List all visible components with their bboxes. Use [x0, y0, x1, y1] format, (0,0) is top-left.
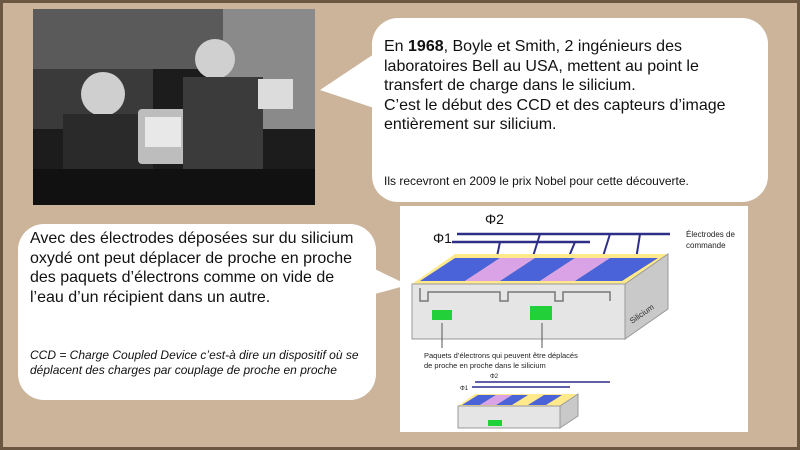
callout-top: [372, 18, 768, 202]
callout-top-line1-post: , Boyle et Smith, 2 ingénieurs des laboratoires Bell au USA, mettent au point le transfert de charge dans le silicium.: [384, 38, 699, 95]
callout-top-note: Ils recevront en 2009 le prix Nobel pour cette découverte.: [384, 174, 689, 188]
ccd-diagram-svg: [400, 206, 748, 432]
callout-bottom: [18, 224, 376, 400]
diagram-electrodes-label-1: Électrodes de: [686, 230, 735, 239]
callout-top-text: [384, 37, 760, 135]
callout-bottom-text: Avec des électrodes déposées sur du silicium oxydé ont peut déplacer de proche en proche des paquets d’électrons comme on vide de l’eau d’un récipient dans un autre.: [30, 230, 354, 306]
diagram-phi2: Φ2: [485, 211, 504, 227]
callout-bottom-note: CCD = Charge Coupled Device c’est-à dire un dispositif où se déplacent des charges par couplage de proche en proche: [30, 348, 359, 377]
callout-top-line1-pre: En: [384, 38, 409, 55]
diagram-silicon-label: Silicium: [627, 302, 656, 326]
historic-photo: [33, 9, 315, 205]
diagram-packets-label-2: de proche en proche dans le silicium: [424, 361, 546, 370]
callout-top-year: 1968: [408, 38, 444, 55]
diagram-small-phi1: Φ1: [460, 386, 469, 392]
diagram-phi1: Φ1: [433, 230, 452, 246]
photo-illustration: [33, 9, 315, 205]
diagram-packets-label-1: Paquets d’électrons qui peuvent être déplacés: [424, 351, 578, 360]
callout-top-line2: C’est le début des CCD et des capteurs d’image entièrement sur silicium.: [384, 96, 726, 134]
ccd-diagram: [400, 206, 748, 432]
diagram-small-phi2: Φ2: [490, 374, 499, 380]
diagram-electrodes-label-2: commande: [686, 241, 726, 250]
